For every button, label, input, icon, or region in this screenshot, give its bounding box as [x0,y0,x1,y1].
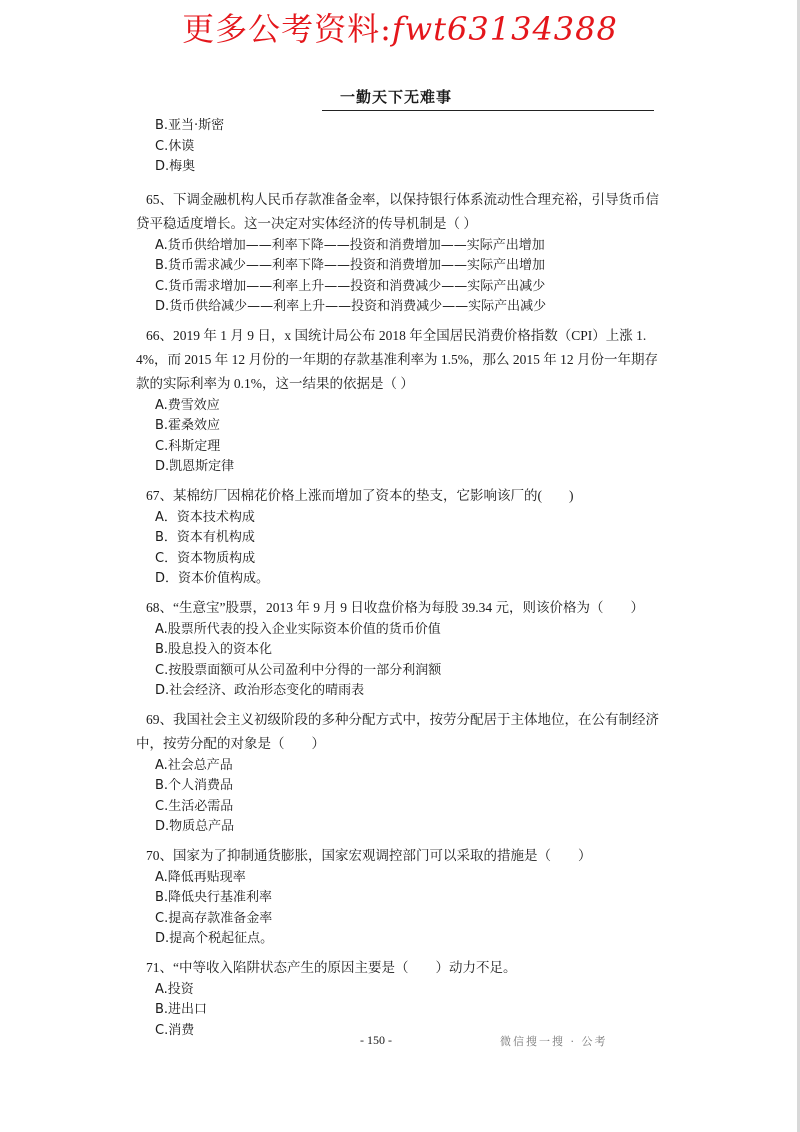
option-b: B.个人消费品 [155,778,234,793]
question-68 [0,596,800,702]
option-b: B.降低央行基准利率 [155,890,273,905]
banner-prefix: 更多公考资料: [182,10,392,48]
question-70 [0,844,800,950]
option-c: C．资本物质构成 [155,550,256,566]
question-list [0,116,800,1047]
option-b: B.进出口 [155,1002,208,1017]
question-stem: 67、某棉纺厂因棉花价格上涨而增加了资本的垫支，它影响该厂的( ) [146,487,574,503]
question-stem: 68、“生意宝”股票，2013 年 9 月 9 日收盘价格为每股 39.34 元，则该价格为（ ） [146,599,644,615]
promo-banner [0,4,800,50]
option-a: A.社会总产品 [155,757,233,773]
option-d: D.物质总产品 [155,819,235,834]
option-b: B.亚当·斯密 [155,118,225,133]
page-number: - 150 - [360,1033,392,1047]
option-d: D.社会经济、政治形态变化的晴雨表 [155,683,365,698]
question-stem: 71、“中等收入陷阱状态产生的原因主要是（ ）动力不足。 [146,959,517,975]
option-b: B.霍桑效应 [155,418,221,433]
option-d: D.凯恩斯定律 [155,459,235,474]
option-a: A.投资 [155,981,194,997]
option-b: B.货币需求减少——利率下降——投资和消费增加——实际产出增加 [155,258,546,273]
option-c: C.货币需求增加——利率上升——投资和消费减少——实际产出减少 [155,278,546,294]
option-a: A．资本技术构成 [155,509,255,525]
banner-code: fwt63134388 [391,10,618,48]
option-d: D.提高个税起征点。 [155,931,274,946]
option-d: D.货币供给减少——利率上升——投资和消费减少——实际产出减少 [155,299,547,314]
question-67 [0,484,800,590]
option-a: A.股票所代表的投入企业实际资本价值的货币价值 [155,621,441,637]
page-header-title: 一勤天下无难事 [340,88,453,106]
question-65 [0,188,800,318]
option-a: A.货币供给增加——利率下降——投资和消费增加——实际产出增加 [155,237,545,253]
question-71 [0,956,800,1042]
footer-slogan: 微信搜一搜 · 公考 [500,1035,608,1048]
header-rule [322,110,654,111]
option-d: D.梅奥 [155,159,196,174]
option-c: C.生活必需品 [155,798,234,814]
option-c: C.提高存款准备金率 [155,910,273,926]
option-a: A.降低再贴现率 [155,869,246,885]
option-c: C.按股票面额可从公司盈利中分得的一部分利润额 [155,662,442,678]
question-stem: 65、下调金融机构人民币存款准备金率，以保持银行体系流动性合理充裕，引导货币信贷平稳适度增长。这一决定对实体经济的传导机制是（ ） [136,191,659,231]
option-c: C.休谟 [155,138,195,154]
question-stem: 70、国家为了抑制通货膨胀，国家宏观调控部门可以采取的措施是（ ） [146,847,592,863]
question-stem: 69、我国社会主义初级阶段的多种分配方式中，按劳分配居于主体地位，在公有制经济中，按劳分配的对象是（ ） [136,711,659,751]
question-69 [0,708,800,838]
question-66 [0,324,800,478]
question-64-continued [0,116,800,178]
option-a: A.费雪效应 [155,397,220,413]
option-c: C.消费 [155,1022,195,1038]
option-b: B．资本有机构成 [155,530,255,545]
option-c: C.科斯定理 [155,438,221,454]
question-stem: 66、2019 年 1 月 9 日，x 国统计局公布 2018 年全国居民消费价格指数（CPI）上涨 1.4%，而 2015 年 12 月份的一年期的存款基准利率为 1.5%，那么 2015 年 12 月份一年期存款的实际利率为 0.1%，这一结果的依据是（ ） [136,327,658,391]
option-b: B.股息投入的资本化 [155,642,273,657]
option-d: D．资本价值构成。 [155,571,270,586]
